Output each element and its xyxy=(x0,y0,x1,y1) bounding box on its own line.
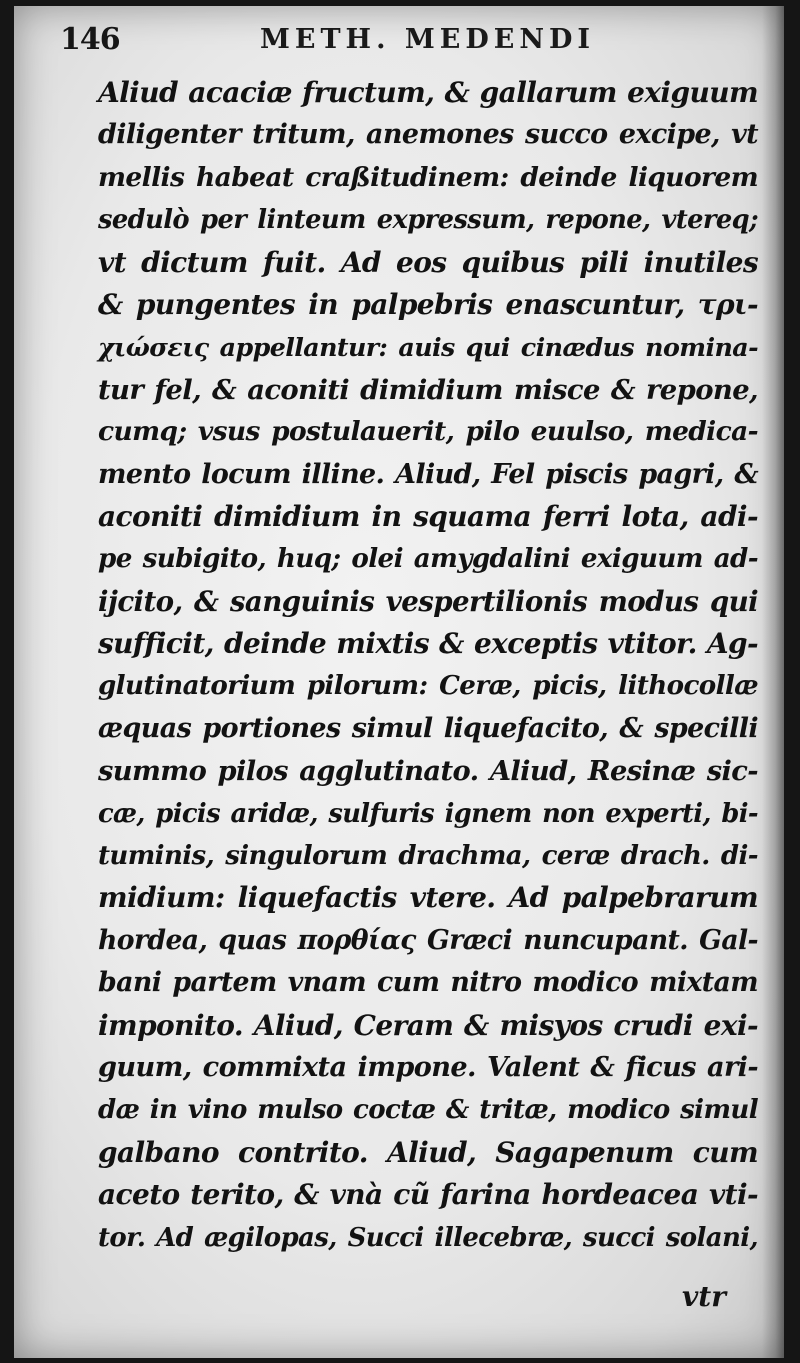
text-line: aconiti dimidium in squama ferri lota, adi- xyxy=(98,499,758,533)
text-line: imponito. Aliud, Ceram & misyos crudi exi- xyxy=(98,1008,758,1042)
book-page xyxy=(14,6,784,1358)
text-line: glutinatorium pilorum: Ceræ, picis, lithocollæ xyxy=(98,670,758,702)
text-line: cæ, picis aridæ, sulfuris ignem non experti, bi- xyxy=(98,798,758,829)
text-line: pe subigito, huq; olei amygdalini exiguum ad- xyxy=(98,543,758,575)
text-line: galbano contrito. Aliud, Sagapenum cum xyxy=(98,1135,758,1169)
page-number: 146 xyxy=(60,22,120,57)
text-line: æquas portiones simul liquefacito, & specilli xyxy=(98,712,758,744)
text-line: & pungentes in palpebris enascuntur, τρι- xyxy=(98,287,758,321)
text-line: tor. Ad ægilopas, Succi illecebræ, succi solani, xyxy=(98,1222,758,1253)
text-line: midium: liquefactis vtere. Ad palpebrarum xyxy=(98,881,758,915)
text-line: mellis habeat craßitudinem: deinde liquorem xyxy=(98,161,758,193)
text-line: Aliud acaciæ fructum, & gallarum exiguum xyxy=(98,76,758,109)
text-line: sufficit, deinde mixtis & exceptis vtitor. Ag- xyxy=(98,627,759,661)
running-title: METH. MEDENDI xyxy=(260,24,596,55)
text-line: summo pilos agglutinato. Aliud, Resinæ sic- xyxy=(98,755,758,788)
page-gutter-shadow xyxy=(762,6,784,1358)
text-line: mento locum illine. Aliud, Fel piscis pagri, & xyxy=(98,458,758,490)
text-line: ijcito, & sanguinis vespertilionis modus qui xyxy=(98,584,758,618)
text-line: sedulò per linteum expressum, repone, vtereq; xyxy=(98,205,758,236)
text-line: vt dictum fuit. Ad eos quibus pili inutiles xyxy=(98,245,758,279)
text-line: χιώσεις appellantur: auis qui cinædus nomina- xyxy=(98,332,758,363)
catchword: vtr xyxy=(682,1280,726,1313)
text-line: tur fel, & aconiti dimidium misce & repone, xyxy=(98,373,758,406)
text-line: cumq; vsus postulauerit, pilo euulso, medica- xyxy=(98,416,758,448)
text-line: diligenter tritum, anemones succo excipe, vt xyxy=(98,119,758,151)
text-line: guum, commixta impone. Valent & ficus ari- xyxy=(98,1051,758,1083)
running-head xyxy=(60,22,620,62)
text-line: bani partem vnam cum nitro modico mixtam xyxy=(98,967,758,999)
text-line: tuminis, singulorum drachma, ceræ drach. di- xyxy=(98,841,758,872)
text-line: hordea, quas πορθίας Græci nuncupant. Gal- xyxy=(98,924,758,956)
main-text-block xyxy=(98,72,758,1259)
text-line: dæ in vino mulso coctæ & tritæ, modico simul xyxy=(98,1095,758,1126)
text-line: aceto terito, & vnà cũ farina hordeacea vti- xyxy=(98,1178,758,1212)
